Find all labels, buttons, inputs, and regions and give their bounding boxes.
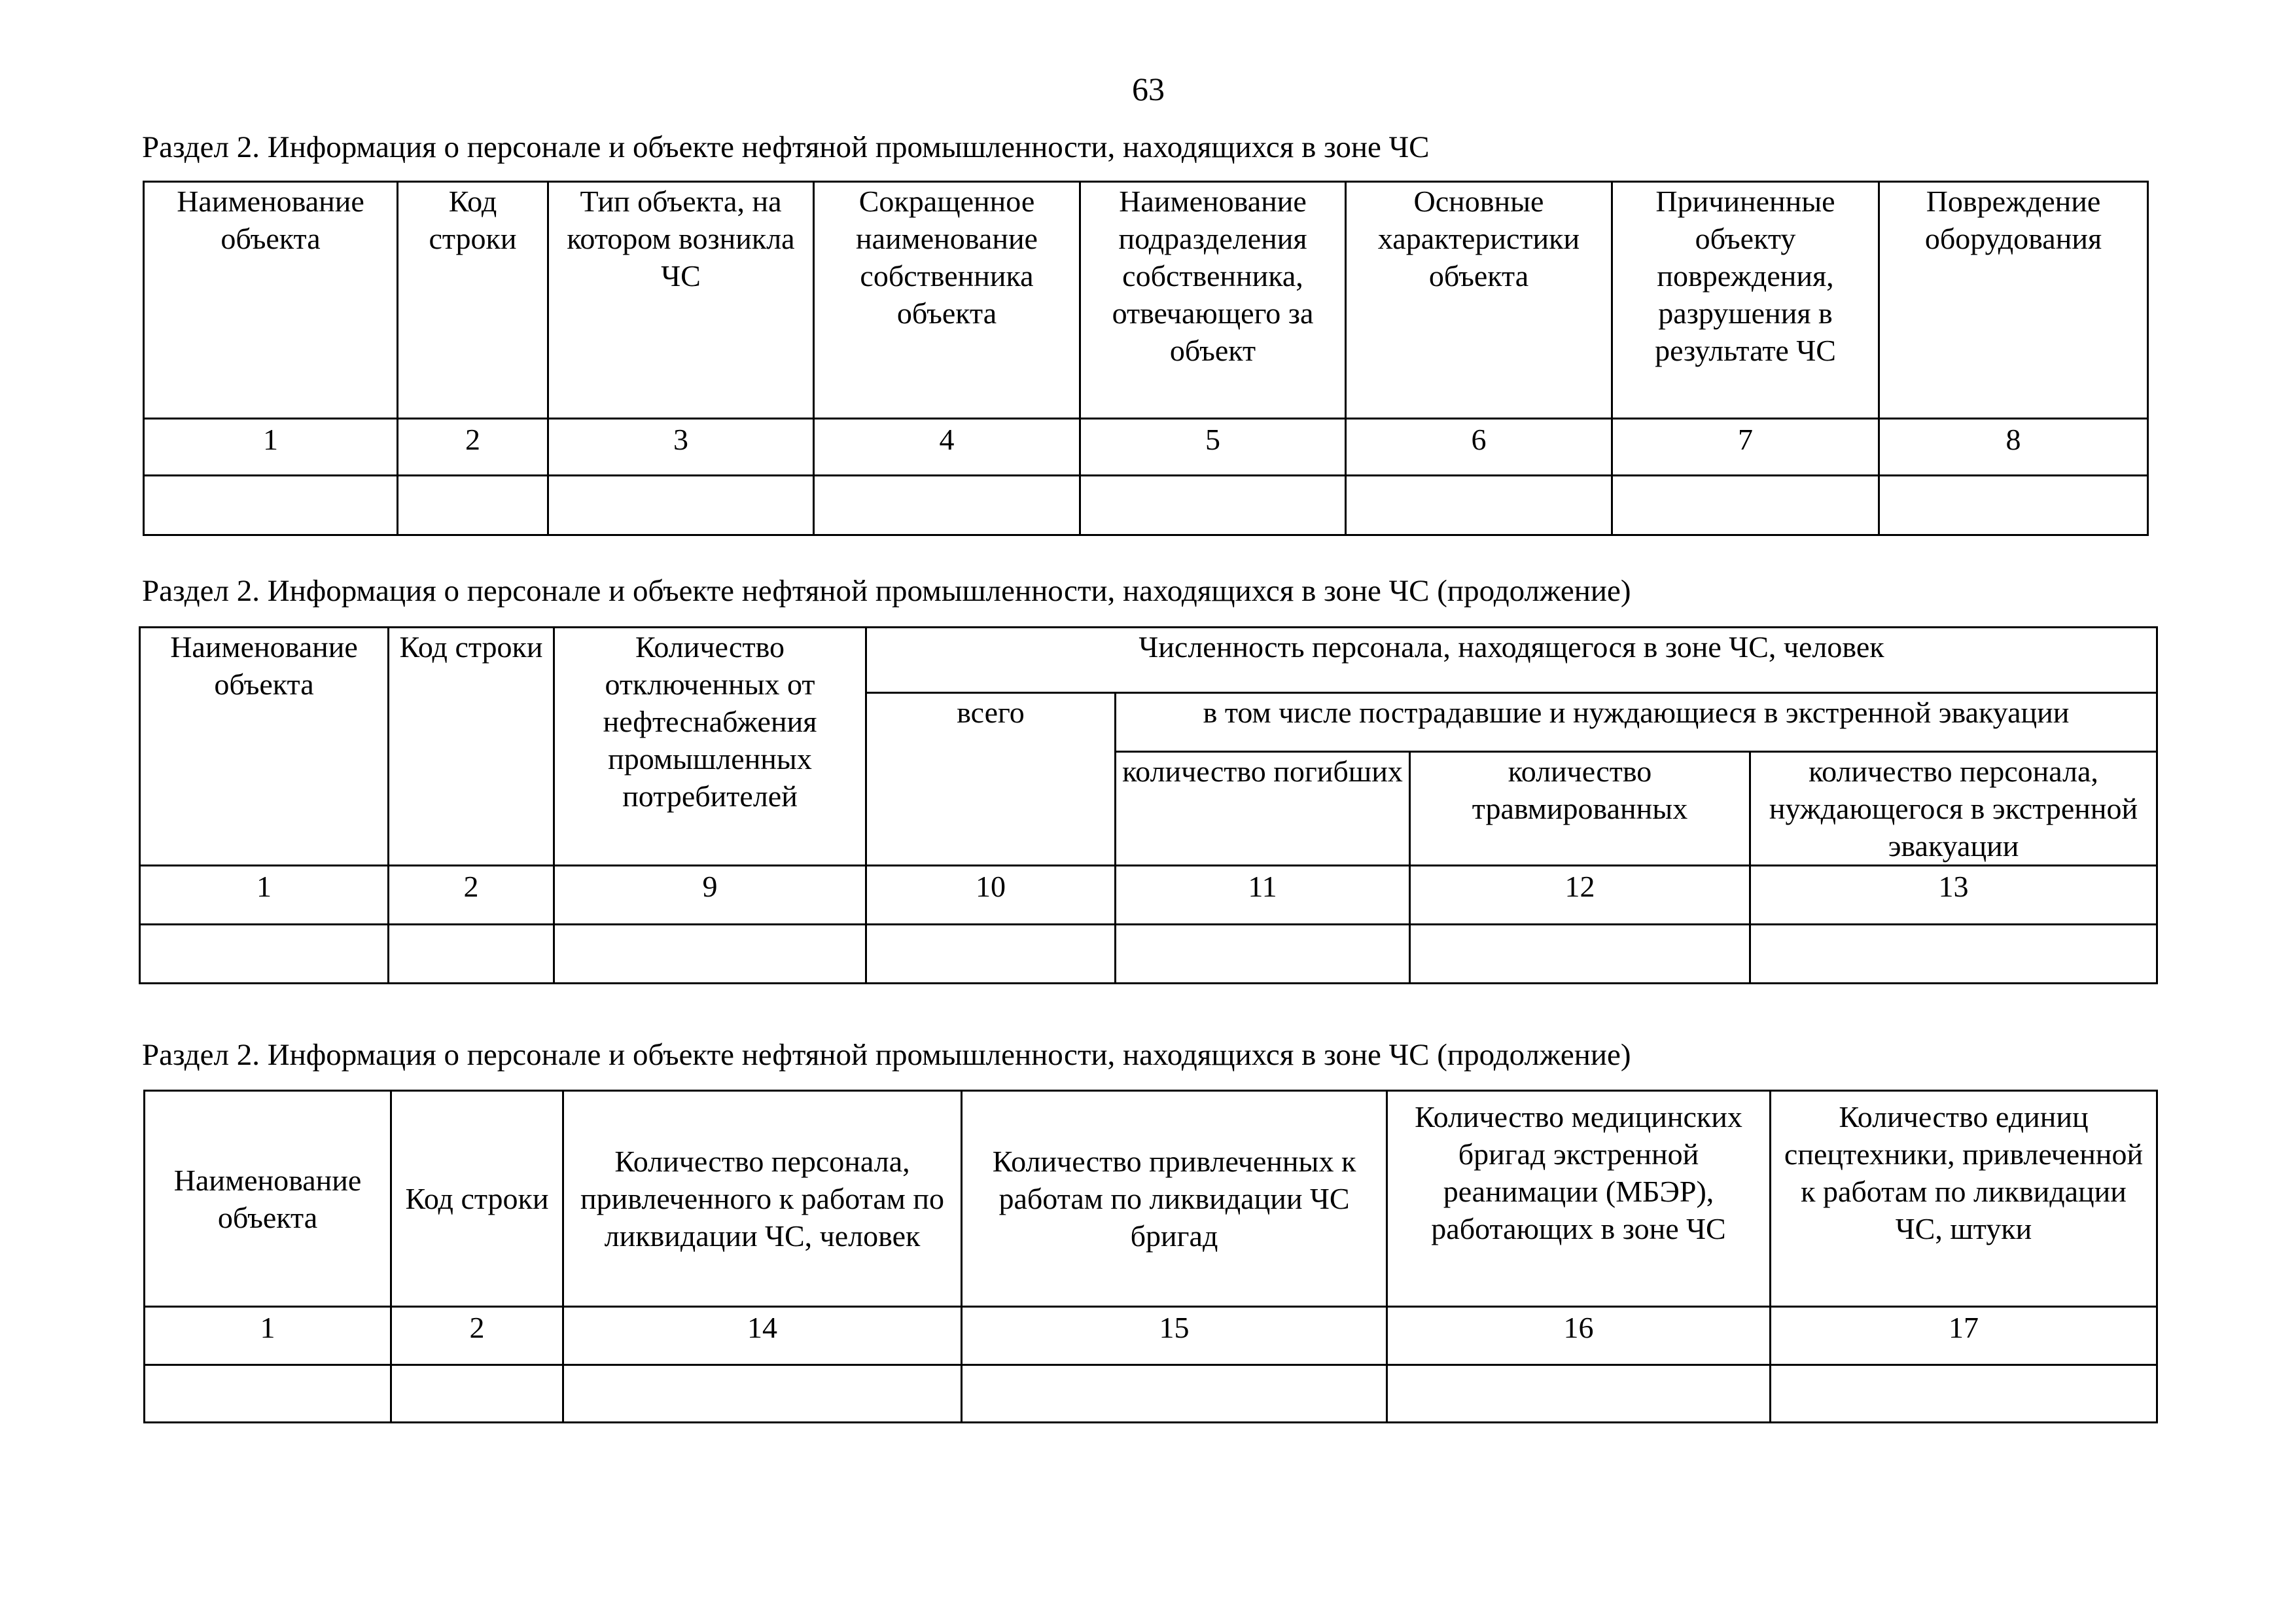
data-cell[interactable] — [548, 476, 814, 535]
header-damage-caused: Причиненные объекту повреждения, разрушения в результате ЧС — [1612, 182, 1879, 419]
column-number: 16 — [1387, 1307, 1771, 1365]
data-cell[interactable] — [1116, 925, 1410, 984]
data-cell[interactable] — [398, 476, 548, 535]
header-object-name: Наименование объекта — [144, 182, 398, 419]
data-cell[interactable] — [866, 925, 1116, 984]
header-owner-division: Наименование подразделения собственника, отвечающего за объект — [1080, 182, 1346, 419]
header-medical-brigades: Количество медицинских бригад экстренной реанимации (МБЭР), работающих в зоне ЧС — [1387, 1091, 1771, 1307]
header-equipment-damage: Повреждение оборудования — [1879, 182, 2148, 419]
column-number: 1 — [144, 419, 398, 476]
column-number: 1 — [145, 1307, 391, 1365]
section-3-caption: Раздел 2. Информация о персонале и объекте нефтяной промышленности, находящихся в зоне ЧС (продолжение) — [142, 1038, 1631, 1072]
data-cell[interactable] — [1346, 476, 1612, 535]
section-1-header-row — [144, 182, 2148, 419]
data-cell[interactable] — [1387, 1365, 1771, 1423]
column-number: 2 — [391, 1307, 563, 1365]
header-personnel-engaged: Количество персонала, привлеченного к работам по ликвидации ЧС, человек — [563, 1091, 962, 1307]
data-cell[interactable] — [962, 1365, 1387, 1423]
section-3-header-row — [145, 1091, 2157, 1307]
header-evacuation-count: количество персонала, нуждающегося в экстренной эвакуации — [1750, 752, 2157, 866]
column-number: 1 — [140, 866, 389, 925]
column-number: 5 — [1080, 419, 1346, 476]
column-number: 6 — [1346, 419, 1612, 476]
data-cell[interactable] — [140, 925, 389, 984]
data-cell[interactable] — [563, 1365, 962, 1423]
section-1-data-row — [144, 476, 2148, 535]
header-object-type: Тип объекта, на котором возникла ЧС — [548, 182, 814, 419]
header-object-name: Наименование объекта — [145, 1091, 391, 1307]
column-number: 2 — [389, 866, 554, 925]
data-cell[interactable] — [1879, 476, 2148, 535]
column-number: 11 — [1116, 866, 1410, 925]
header-including-victims: в том числе пострадавшие и нуждающиеся в экстренной эвакуации — [1116, 693, 2157, 752]
header-total: всего — [866, 693, 1116, 866]
header-owner-short-name: Сокращенное наименование собственника объекта — [814, 182, 1080, 419]
header-main-characteristics: Основные характеристики объекта — [1346, 182, 1612, 419]
column-number: 3 — [548, 419, 814, 476]
header-dead-count: количество погибших — [1116, 752, 1410, 866]
section-2-number-row — [140, 866, 2157, 925]
data-cell[interactable] — [1410, 925, 1750, 984]
column-number: 14 — [563, 1307, 962, 1365]
section-2-caption: Раздел 2. Информация о персонале и объекте нефтяной промышленности, находящихся в зоне ЧС (продолжение) — [142, 574, 1631, 608]
header-row-code: Код строки — [391, 1091, 563, 1307]
section-1-number-row — [144, 419, 2148, 476]
page-number: 63 — [1132, 71, 1165, 107]
section-3-table — [143, 1090, 2158, 1423]
column-number: 4 — [814, 419, 1080, 476]
header-row-code: Код строки — [389, 628, 554, 866]
data-cell[interactable] — [814, 476, 1080, 535]
header-object-name: Наименование объекта — [140, 628, 389, 866]
data-cell[interactable] — [1771, 1365, 2157, 1423]
data-cell[interactable] — [144, 476, 398, 535]
header-special-equipment: Количество единиц спецтехники, привлеченной к работам по ликвидации ЧС, штуки — [1771, 1091, 2157, 1307]
header-disconnected-consumers: Количество отключенных от нефтеснабжения промышленных потребителей — [554, 628, 866, 866]
data-cell[interactable] — [1080, 476, 1346, 535]
header-injured-count: количество травмированных — [1410, 752, 1750, 866]
section-2-table — [139, 626, 2158, 984]
column-number: 7 — [1612, 419, 1879, 476]
column-number: 12 — [1410, 866, 1750, 925]
data-cell[interactable] — [1612, 476, 1879, 535]
column-number: 2 — [398, 419, 548, 476]
data-cell[interactable] — [389, 925, 554, 984]
section-1-caption: Раздел 2. Информация о персонале и объекте нефтяной промышленности, находящихся в зоне ЧС — [142, 130, 1430, 164]
data-cell[interactable] — [145, 1365, 391, 1423]
column-number: 15 — [962, 1307, 1387, 1365]
column-number: 17 — [1771, 1307, 2157, 1365]
header-personnel-in-zone: Численность персонала, находящегося в зоне ЧС, человек — [866, 628, 2157, 693]
header-brigades-engaged: Количество привлеченных к работам по ликвидации ЧС бригад — [962, 1091, 1387, 1307]
column-number: 10 — [866, 866, 1116, 925]
column-number: 9 — [554, 866, 866, 925]
header-row-code: Код строки — [398, 182, 548, 419]
section-1-table — [143, 181, 2149, 536]
data-cell[interactable] — [1750, 925, 2157, 984]
section-3-number-row — [145, 1307, 2157, 1365]
section-2-data-row — [140, 925, 2157, 984]
section-3-data-row — [145, 1365, 2157, 1423]
data-cell[interactable] — [554, 925, 866, 984]
column-number: 13 — [1750, 866, 2157, 925]
data-cell[interactable] — [391, 1365, 563, 1423]
column-number: 8 — [1879, 419, 2148, 476]
